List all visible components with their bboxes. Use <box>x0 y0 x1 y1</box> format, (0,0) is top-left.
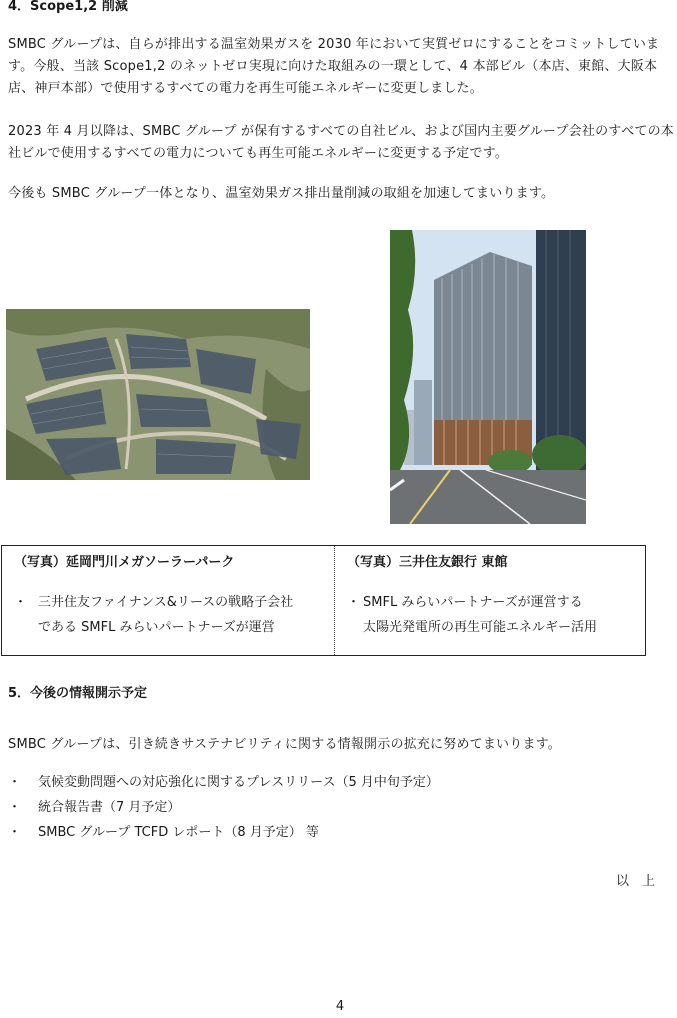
caption-cell-building <box>335 546 646 655</box>
bullet: ・ <box>14 595 28 610</box>
paragraph-text: SMBC グループは、自らが排出する温室効果ガスを 2030 年において実質ゼロにすることをコミットしています。今般、当該 Scope1,2 のネットゼロ実現に向けた取組みの一環として、4 本部ビル（本店、東館、大阪本店、神戸本部）で使用するすべての電力を再生可能エネルギーに変更しました。 <box>8 37 660 96</box>
bullet: ・ <box>8 800 22 815</box>
section-4-paragraph-3 <box>8 183 676 205</box>
section-5-intro: SMBC グループは、引き続きサステナビリティに関する情報開示の拡充に努めてまいります。 <box>8 737 562 752</box>
closing-mark: 以 上 <box>616 874 656 889</box>
list-item <box>8 795 668 820</box>
section-4-paragraph-1 <box>8 34 676 100</box>
bullet: ・ <box>8 825 22 840</box>
bullet: ・ <box>8 775 22 790</box>
caption-line: である SMFL みらいパートナーズが運営 <box>38 620 275 635</box>
caption-title-solar: （写真）延岡門川メガソーラーパーク <box>14 555 235 570</box>
paragraph-text: 今後も SMBC グループ一体となり、温室効果ガス排出量削減の取組を加速してまいります。 <box>8 186 555 201</box>
building-illustration <box>390 230 586 524</box>
list-item-text: 気候変動問題への対応強化に関するプレスリリース（5 月中旬予定） <box>38 775 439 790</box>
section-4-paragraph-2 <box>8 121 676 165</box>
caption-body-building <box>347 590 642 640</box>
caption-line: 太陽光発電所の再生可能エネルギー活用 <box>363 620 598 635</box>
list-item <box>8 820 668 845</box>
disclosure-list <box>8 770 668 845</box>
caption-line: SMFL みらいパートナーズが運営する <box>363 595 583 610</box>
list-item-text: SMBC グループ TCFD レポート（8 月予定） 等 <box>38 825 319 840</box>
caption-title-building: （写真）三井住友銀行 東館 <box>347 555 508 570</box>
caption-line: 三井住友ファイナンス&リースの戦略子会社 <box>38 595 294 610</box>
section-4-heading: 4．Scope1,2 削減 <box>8 0 128 14</box>
section-5-heading: 5．今後の情報開示予定 <box>8 686 148 701</box>
page-number: 4 <box>335 999 345 1014</box>
list-item <box>8 770 668 795</box>
caption-body-solar <box>14 590 330 640</box>
solar-park-illustration <box>6 309 310 480</box>
photo-caption-table <box>1 545 646 656</box>
paragraph-text: 2023 年 4 月以降は、SMBC グループ が保有するすべての自社ビル、および国内主要グループ会社のすべての本社ビルで使用するすべての電力についても再生可能エネルギーに変更する予定です。 <box>8 124 675 161</box>
building-photo <box>390 230 586 524</box>
list-item-text: 統合報告書（7 月予定） <box>38 800 181 815</box>
caption-cell-solar <box>2 546 335 655</box>
solar-park-photo <box>6 309 310 480</box>
bullet: ・ <box>347 595 361 610</box>
